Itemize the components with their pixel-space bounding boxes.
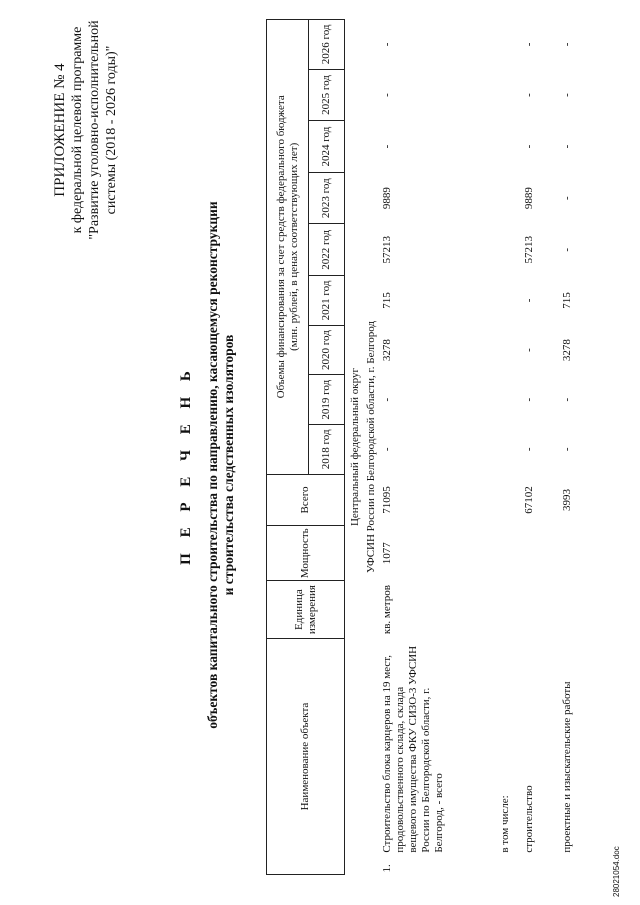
- row-object-name: Строительство блока карцеров на 19 мест, продовольственного склада, склада вещевого имущества ФКУ СИЗО-3 УФСИН России по Белгородской области, г. Белгород, - всего: [380, 645, 445, 853]
- header-total: Всего: [267, 474, 345, 526]
- table-row: [489, 20, 523, 875]
- header-funding: [267, 20, 309, 475]
- row-year-2025: -: [380, 93, 393, 97]
- table-row: [523, 20, 561, 875]
- header-year-2026: 2026 год: [309, 20, 345, 70]
- header-funding-line-1: Объемы финансирования за счет средств федерального бюджета: [274, 95, 287, 399]
- row-year-2021: -: [522, 298, 535, 303]
- row-unit: кв. метров: [380, 585, 393, 635]
- document-subtitle-line-1: объектов капитального строительства по направлению, касающемуся реконструкции: [205, 201, 220, 729]
- row-year-2018: -: [380, 447, 393, 452]
- row-year-2023: 9889: [380, 187, 393, 210]
- row-unit: [561, 581, 595, 639]
- appendix-line-2: к федеральной целевой программе: [70, 26, 85, 234]
- header-year-2024: 2024 год: [309, 121, 345, 173]
- row-year-2018: [489, 425, 523, 475]
- row-number: 1.: [380, 864, 393, 873]
- appendix-number: ПРИЛОЖЕНИЕ № 4: [52, 63, 68, 197]
- row-capacity: [523, 526, 561, 581]
- row-year-2026: -: [380, 42, 393, 47]
- header-year-2023: 2023 год: [309, 172, 345, 224]
- row-year-2020: 3278: [560, 339, 573, 362]
- row-year-2022: 57213: [522, 236, 535, 264]
- appendix-line-4: системы (2018 - 2026 годы)": [104, 45, 119, 215]
- row-year-2025: -: [560, 93, 573, 97]
- appendix-block: [52, 10, 120, 250]
- row-capacity: [489, 526, 523, 581]
- row-year-2019: -: [380, 397, 393, 402]
- table-row: [561, 20, 595, 875]
- row-object-name: в том числе:: [499, 795, 511, 853]
- row-capacity: [561, 526, 595, 581]
- row-capacity: 1077: [380, 542, 393, 565]
- header-object-name: Наименование объекта: [267, 639, 345, 875]
- row-number: [561, 855, 595, 875]
- row-unit: [523, 581, 561, 639]
- row-year-2024: -: [522, 144, 535, 149]
- row-year-2023: 9889: [522, 187, 535, 210]
- header-year-2021: 2021 год: [309, 276, 345, 326]
- header-year-2022: 2022 год: [309, 224, 345, 276]
- row-year-2019: [489, 375, 523, 425]
- row-unit: [489, 581, 523, 639]
- header-year-2019: 2019 год: [309, 375, 345, 425]
- row-year-2019: -: [522, 397, 535, 402]
- title-block: [178, 85, 237, 845]
- header-year-2025: 2025 год: [309, 69, 345, 121]
- row-number: [489, 855, 523, 875]
- row-year-2022: [489, 224, 523, 276]
- subregion-label: УФСИН России по Белгородской области, г. Белгород: [364, 321, 377, 573]
- header-capacity: Мощность: [267, 526, 345, 581]
- row-year-2021: 715: [560, 292, 573, 309]
- row-year-2020: -: [522, 348, 535, 352]
- row-year-2025: -: [522, 93, 535, 97]
- header-funding-line-2: (млн. рублей, в ценах соответствующих лет): [287, 142, 300, 351]
- row-total: [489, 474, 523, 526]
- row-total: 71095: [380, 486, 393, 514]
- row-year-2023: -: [560, 196, 573, 201]
- row-object-name: строительство: [522, 785, 535, 853]
- row-year-2021: [489, 276, 523, 326]
- row-year-2022: 57213: [380, 236, 393, 264]
- row-total: 67102: [522, 486, 535, 514]
- row-year-2024: [489, 121, 523, 173]
- row-year-2018: -: [522, 447, 535, 452]
- header-year-2018: 2018 год: [309, 425, 345, 475]
- row-year-2026: -: [522, 42, 535, 47]
- row-year-2023: [489, 172, 523, 224]
- document-title: П Е Р Е Ч Е Н Ь: [178, 365, 194, 565]
- row-year-2021: 715: [380, 292, 393, 309]
- document-code: 28021054.doc: [612, 846, 621, 897]
- row-total: 3993: [560, 488, 573, 511]
- row-year-2026: [489, 20, 523, 70]
- document-subtitle-line-2: и строительства следственных изоляторов: [221, 334, 236, 596]
- header-year-2020: 2020 год: [309, 325, 345, 375]
- header-unit: Единица измерения: [267, 581, 345, 639]
- row-year-2024: -: [380, 144, 393, 149]
- row-year-2024: -: [560, 144, 573, 149]
- row-year-2019: -: [560, 397, 573, 402]
- row-year-2020: [489, 325, 523, 375]
- row-year-2022: -: [560, 247, 573, 252]
- region-label: Центральный федеральный округ: [349, 368, 361, 527]
- row-year-2018: -: [560, 447, 573, 452]
- appendix-line-3: "Развитие уголовно-исполнительной: [87, 20, 102, 240]
- row-year-2020: 3278: [380, 339, 393, 362]
- row-number: [523, 855, 561, 875]
- row-year-2026: -: [560, 42, 573, 47]
- table-row: [381, 20, 489, 875]
- row-object-name: проектные и изыскательские работы: [560, 681, 573, 853]
- row-year-2025: [489, 69, 523, 121]
- objects-table: [266, 19, 595, 875]
